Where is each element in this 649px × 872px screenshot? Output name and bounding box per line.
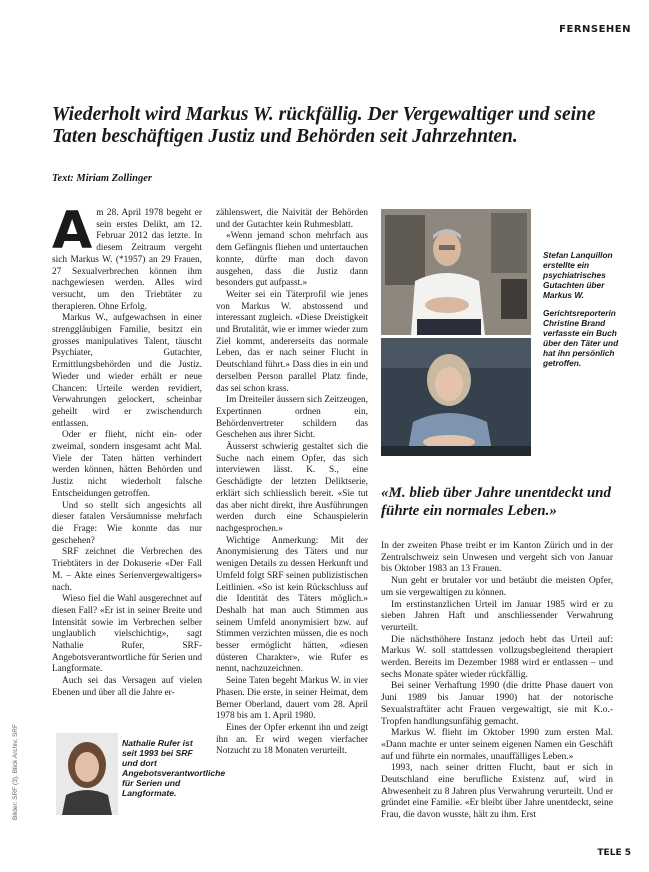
drop-cap: A <box>52 208 93 261</box>
body-paragraph: Wichtige Anmerkung: Mit der Anonymisierung des Täters und nur wenigen Details zu dessen Herkunft und Umfeld folgt SRF seinen publizistischen Leitlinien. «So ist kein Rückschluss auf die Identität des Täters möglich.» Deshalb hat man auch Stimmen aus seinem Umfeld anonymisiert bzw. auf Stimmen verzichten müssen, die es noch besser ermöglicht hätten, «diesen düsteren Charakter», wie Rufer es nennt, nachzuzeichnen. <box>216 535 368 675</box>
body-paragraph: Im Dreiteiler äussern sich Zeitzeugen, Expertinnen ordnen ein, Behördenvertreter schildern das Geschehen aus ihrer Sicht. <box>216 395 368 441</box>
photo-stefan-lanquillon <box>381 209 531 335</box>
body-paragraph: Wieso fiel die Wahl ausgerechnet auf diesen Fall? «Er ist in seiner Breite und Intensität sowie im Verbrechen selber unglaublich vielschichtig», sagt Nathalie Rufer, SRF-Angebotsverantwortliche für Serien und Langformate. <box>52 594 202 675</box>
body-paragraph: Auch sei das Versagen auf vielen Ebenen und über all die Jahre er- <box>52 676 202 698</box>
caption-rufer: Nathalie Rufer ist seit 1993 bei SRF und dort Angebotsverantwortliche für Serien und Langformate. <box>122 738 226 798</box>
body-column-2 <box>216 208 368 818</box>
section-label: FERNSEHEN <box>559 24 631 35</box>
photo-credits: Bilder: SRF (3), Blick Archiv, SRF <box>12 724 19 820</box>
body-paragraph: Nun geht er brutaler vor und betäubt die meisten Opfer, um sie vergewaltigen zu können. <box>381 576 613 598</box>
portrait-woman-illustration <box>381 338 531 456</box>
body-paragraph: Und so stellt sich angesichts all dieser fatalen Versäumnisse mehrfach die Frage: Wie konnte das nur geschehen? <box>52 500 202 546</box>
body-paragraph: Weiter sei ein Täterprofil wie jenes von Markus W. abstossend und interessant zugleich. «Diese Dreistigkeit und Brutalität, wie er immer wieder zum Ziel kommt, andererseits das normale Leben, das er nach seiner Flucht in Deutschland führt.» Dass dies in ein und derselben Person parallel Platz finde, das sei schon krass. <box>216 289 368 394</box>
pull-quote: «M. blieb über Jahre unentdeckt und führte ein normales Leben.» <box>381 485 612 519</box>
portrait-man-illustration <box>381 209 531 335</box>
portrait-rufer-illustration <box>56 733 118 815</box>
caption-lanquillon: Stefan Lanquillon erstellte ein psychiatrisches Gutachten über Markus W. <box>543 250 613 300</box>
body-paragraph: Am 28. April 1978 begeht er sein erstes Delikt, am 12. Februar 2012 das letzte. In diesem Zeitraum vergeht sich Markus W. (*1957) an 29 Frauen, 27 Sexualverbrechen können ihm nachgewiesen werden. Alles wird versucht, um den Triebtäter zu therapieren. Ohne Erfolg. <box>52 208 202 312</box>
page-folio: TELE 5 <box>597 848 631 858</box>
body-column-1 <box>52 208 202 728</box>
body-paragraph: «Wenn jemand schon mehrfach aus dem Gefängnis fliehen und untertauchen konnte, dürfte man doch davon ausgehen, dass die Justiz dann besonders gut aufpasst.» <box>216 231 368 289</box>
body-paragraph: Oder er flieht, nicht ein- oder zweimal, sondern insgesamt acht Mal. Viele der Taten hätten verhindert werden können, hätten Behörden und Justiz nicht wiederholt falsche Entscheidungen getroffen. <box>52 430 202 499</box>
photo-nathalie-rufer <box>56 733 118 815</box>
body-paragraph: Markus W., aufgewachsen in einer strenggläubigen Familie, besitzt ein grosses manipulatives Talent, täuscht Psychiater, Gutachter, Ermittlungsbehörden und die Justiz. Wieder und wieder erhält er neue Chancen: Urteile werden revidiert, Verwahrungen gelockert, scheinbar geheilt wird er zwischendurch entlassen. <box>52 313 202 429</box>
body-paragraph: Eines der Opfer erkennt ihn und zeigt ihn an. Er wird wegen vierfacher Notzucht zu 18 Monaten verurteilt. <box>216 722 368 757</box>
photo-christine-brand <box>381 338 531 456</box>
article-headline: Wiederholt wird Markus W. rückfällig. Der Vergewaltiger und seine Taten beschäftigen Justiz und Behörden seit Jahrzehnten. <box>52 104 596 147</box>
body-column-3 <box>381 541 613 821</box>
body-paragraph: Seine Taten begeht Markus W. in vier Phasen. Die erste, in seiner Heimat, dem Berner Oberland, dauert vom 28. April 1978 bis am 1. April 1980. <box>216 676 368 722</box>
byline: Text: Miriam Zollinger <box>52 173 152 184</box>
body-paragraph: zählenswert, die Naivität der Behörden und der Gutachter kein Ruhmesblatt. <box>216 208 368 230</box>
body-paragraph: Die nächsthöhere Instanz jedoch hebt das Urteil auf: Markus W. soll stattdessen vollzugsbegleitend therapiert werden. Bereits im Dezember 1988 wird er entlassen – und sechs Monate später wieder rückfällig. <box>381 634 613 680</box>
body-paragraph: SRF zeichnet die Verbrechen des Triebtäters in der Dokuserie «Der Fall M. – Akte eines Serienvergewaltigers» nach. <box>52 547 202 593</box>
body-paragraph: In der zweiten Phase treibt er im Kanton Zürich und in der Zentralschweiz sein Unwesen und vergeht sich von Januar bis Oktober 1983 an 13 Frauen. <box>381 541 613 575</box>
body-paragraph: Markus W. flieht im Oktober 1990 zum ersten Mal. «Dann machte er unter seinem eigenen Namen ein Geschäft auf und führte ein normales, unauffälliges Leben.» <box>381 728 613 762</box>
body-paragraph: Äusserst schwierig gestaltet sich die Suche nach einem Opfer, das sich interviewen lässt. K. S., eine Geschädigte der letzten Deliktserie, erklärt sich schliesslich bereit. «Sie tut das aber nicht direkt, ihre Ausführungen werden durch eine Schauspielerin nachgesprochen.» <box>216 442 368 534</box>
body-paragraph: 1993, nach seiner dritten Flucht, baut er sich in Deutschland eine berufliche Existenz auf, wird in Abwesenheit zu 8 Jahren plus Verwahrung verurteilt. Und er gründet eine Familie. «Er bleibt über Jahre unentdeckt, seine Frau, die davon wusste, hält zu ihm. Erst <box>381 763 613 821</box>
body-paragraph: Im erstinstanzlichen Urteil im Januar 1985 wird er zu sieben Jahren Haft und anschliessender Verwahrung verurteilt. <box>381 599 613 633</box>
caption-brand: Gerichtsreporterin Christine Brand verfasste ein Buch über den Täter und hat ihn persönlich getroffen. <box>543 308 619 368</box>
body-paragraph: Bei seiner Verhaftung 1990 (die dritte Phase dauert von Juni 1989 bis Januar 1990) hat der notorische Sexualstraftäter acht Frauen vergewaltigt, sie mit K.o.-Tropfen handlungsunfähig gemacht. <box>381 681 613 727</box>
